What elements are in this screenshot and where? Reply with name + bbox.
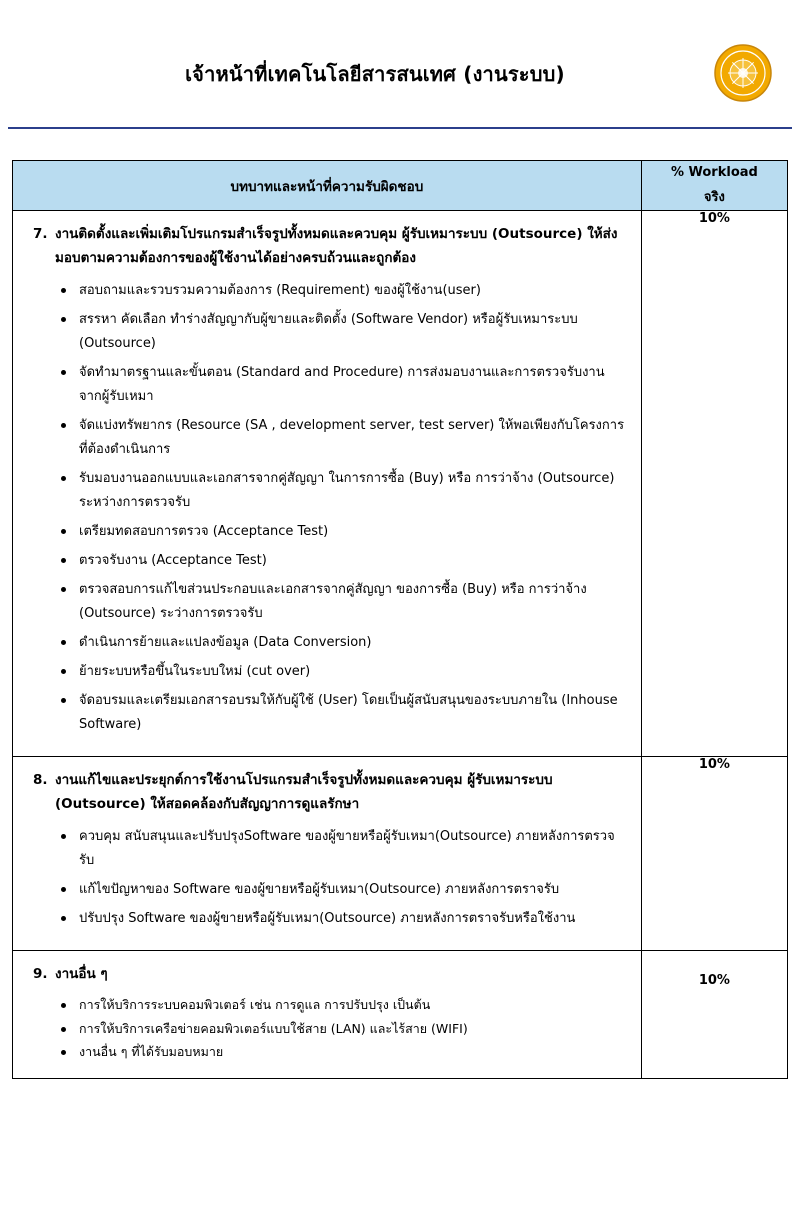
- item-bullet-list: [25, 994, 627, 1062]
- list-item: สอบถามและรวบรวมความต้องการ (Requirement) ของผู้ใช้งาน(user): [77, 279, 627, 303]
- table-header-row: [13, 161, 788, 211]
- list-item: เตรียมทดสอบการตรวจ (Acceptance Test): [77, 520, 627, 544]
- row-description-cell: [13, 757, 642, 950]
- list-item: งานอื่น ๆ ที่ได้รับมอบหมาย: [77, 1041, 627, 1062]
- column-header-workload: [641, 161, 787, 211]
- item-bullet-list: [25, 279, 627, 738]
- list-item: ตรวจสอบการแก้ไขส่วนประกอบและเอกสารจากคู่สัญญา ของการซื้อ (Buy) หรือ การว่าจ้าง (Outsource) ระว่างการตรวจรับ: [77, 578, 627, 626]
- item-title: งานอื่น ๆ: [55, 965, 108, 982]
- column-header-description: บทบาทและหน้าที่ความรับผิดชอบ: [13, 161, 642, 211]
- list-item: ตรวจรับงาน (Acceptance Test): [77, 549, 627, 573]
- item-title: งานติดตั้งและเพิ่มเติมโปรแกรมสำเร็จรูปทั้งหมดและควบคุม ผู้รับเหมาระบบ (Outsource) ให้ส่งมอบตามความต้องการของผู้ใช้งานได้อย่างครบถ้วนและถูกต้อง: [55, 226, 618, 266]
- list-item: จัดทำมาตรฐานและขั้นตอน (Standard and Procedure) การส่งมอบงานและการตรวจรับงานจากผู้รับเหมา: [77, 361, 627, 409]
- list-item: แก้ไขปัญหาของ Software ของผู้ขายหรือผู้รับเหมา(Outsource) ภายหลังการตราจรับ: [77, 878, 627, 902]
- document-header: [0, 0, 800, 128]
- list-item: ย้ายระบบหรือขึ้นในระบบใหม่ (cut over): [77, 660, 627, 684]
- responsibilities-table-wrapper: [12, 160, 788, 1079]
- university-seal-icon: [714, 44, 772, 102]
- item-bullet-list: [25, 825, 627, 931]
- item-title: งานแก้ไขและประยุกต์การใช้งานโปรแกรมสำเร็จรูปทั้งหมดและควบคุม ผู้รับเหมาระบบ (Outsource) ให้สอดคล้องกับสัญญาการดูแลรักษา: [55, 772, 553, 813]
- list-item: การให้บริการระบบคอมพิวเตอร์ เช่น การดูแล การปรับปรุง เป็นต้น: [77, 994, 627, 1015]
- list-item: รับมอบงานออกแบบและเอกสารจากคู่สัญญา ในการการซื้อ (Buy) หรือ การว่าจ้าง (Outsource) ระหว่างการตรวจรับ: [77, 467, 627, 515]
- table-row: [13, 950, 788, 1078]
- item-heading: [25, 223, 627, 270]
- row-workload-cell: 10%: [641, 211, 787, 757]
- item-number: 9.: [33, 965, 48, 982]
- column-header-workload-line2: จริง: [703, 189, 725, 205]
- list-item: สรรหา คัดเลือก ทำร่างสัญญากับผู้ขายและติดตั้ง (Software Vendor) หรือผู้รับเหมาระบบ (Outsource): [77, 308, 627, 356]
- list-item: ดำเนินการย้ายและแปลงข้อมูล (Data Conversion): [77, 631, 627, 655]
- list-item: ปรับปรุง Software ของผู้ขายหรือผู้รับเหมา(Outsource) ภายหลังการตราจรับหรือใช้งาน: [77, 907, 627, 931]
- row-workload-cell: 10%: [641, 950, 787, 1078]
- item-number: 8.: [33, 772, 48, 789]
- item-heading: [25, 769, 627, 816]
- column-header-workload-line1: % Workload: [670, 165, 758, 180]
- list-item: จัดอบรมและเตรียมเอกสารอบรมให้กับผู้ใช้ (User) โดยเป็นผู้สนับสนุนของระบบภายใน (Inhouse Software): [77, 689, 627, 737]
- list-item: ควบคุม สนับสนุนและปรับปรุงSoftware ของผู้ขายหรือผู้รับเหมา(Outsource) ภายหลังการตรวจรับ: [77, 825, 627, 873]
- page-title: เจ้าหน้าที่เทคโนโลยีสารสนเทศ (งานระบบ): [185, 62, 565, 86]
- table-row: [13, 211, 788, 757]
- table-row: [13, 757, 788, 950]
- item-heading: [25, 963, 627, 987]
- row-description-cell: [13, 211, 642, 757]
- list-item: จัดแบ่งทรัพยากร (Resource (SA , development server, test server) ให้พอเพียงกับโครงการที่ต้องดำเนินการ: [77, 414, 627, 462]
- item-number: 7.: [33, 226, 48, 243]
- responsibilities-table: [12, 160, 788, 1079]
- header-divider: [8, 127, 792, 129]
- list-item: การให้บริการเครือข่ายคอมพิวเตอร์แบบใช้สาย (LAN) และไร้สาย (WIFI): [77, 1018, 627, 1039]
- row-workload-cell: 10%: [641, 757, 787, 950]
- row-description-cell: [13, 950, 642, 1078]
